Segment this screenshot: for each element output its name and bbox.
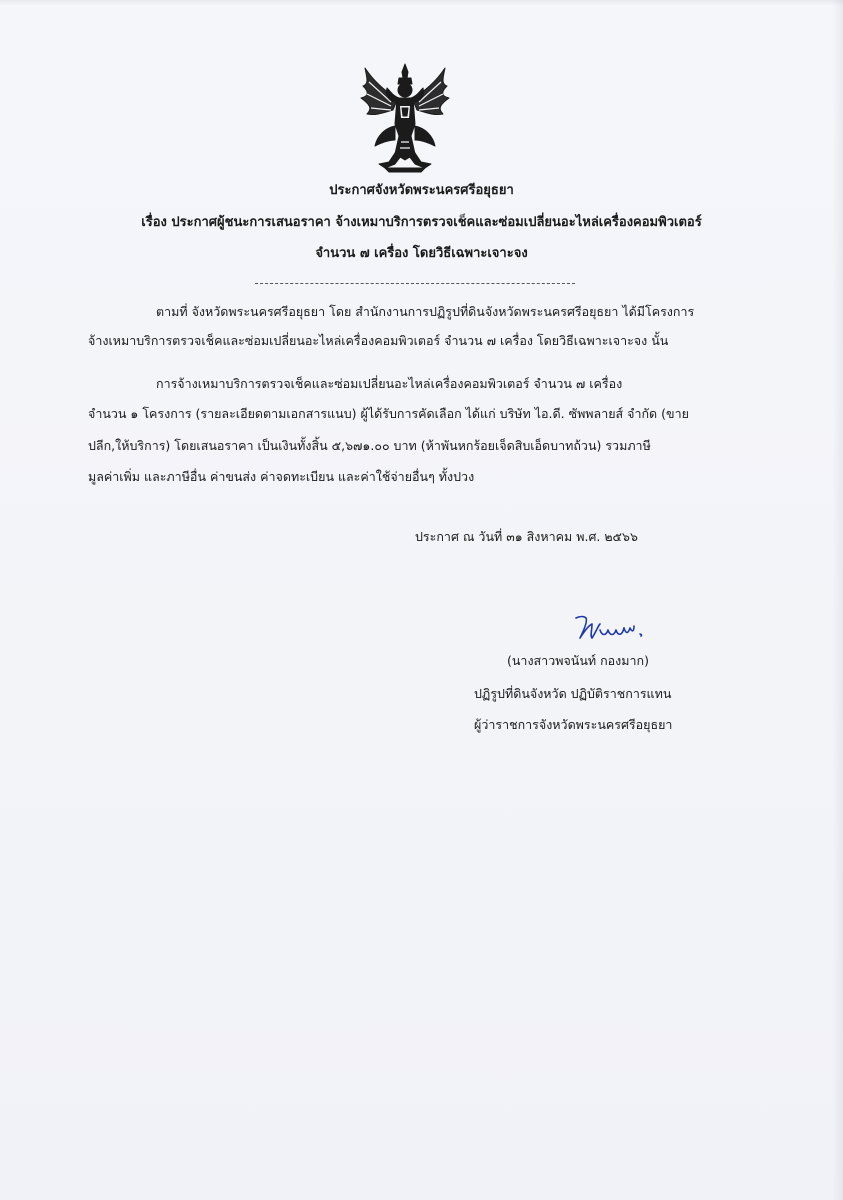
page-right-edge <box>833 0 843 1200</box>
announced-date: ประกาศ ณ วันที่ ๓๑ สิงหาคม พ.ศ. ๒๕๖๖ <box>415 529 638 544</box>
handwritten-signature <box>568 610 658 644</box>
subject-line: เรื่อง ประกาศผู้ชนะการเสนอราคา จ้างเหมาบริการตรวจเช็คและซ่อมเปลี่ยนอะไหล่เครื่องคอมพิวเตอร์ <box>141 215 702 230</box>
paragraph-2-line-1: การจ้างเหมาบริการตรวจเช็คและซ่อมเปลี่ยนอะไหล่เครื่องคอมพิวเตอร์ จำนวน ๗ เครื่อง <box>156 376 623 391</box>
title-divider <box>255 283 575 284</box>
paragraph-2-line-3: ปลีก,ให้บริการ) โดยเสนอราคา เป็นเงินทั้งสิ้น ๕,๖๗๑.๐๐ บาท (ห้าพันหกร้อยเจ็ดสิบเอ็ดบาทถ้วน) รวมภาษี <box>88 438 651 453</box>
signatory-name: (นางสาวพจนันท์ กองมาก) <box>507 653 649 668</box>
garuda-emblem-icon <box>355 62 455 174</box>
paragraph-1-line-2: จ้างเหมาบริการตรวจเช็คและซ่อมเปลี่ยนอะไหล่เครื่องคอมพิวเตอร์ จำนวน ๗ เครื่อง โดยวิธีเฉพาะเจาะจง นั้น <box>88 333 669 348</box>
document-title: ประกาศจังหวัดพระนครศรีอยุธยา <box>329 183 514 198</box>
paragraph-2-line-4: มูลค่าเพิ่ม และภาษีอื่น ค่าขนส่ง ค่าจดทะเบียน และค่าใช้จ่ายอื่นๆ ทั้งปวง <box>88 469 475 484</box>
signatory-position-continued: ผู้ว่าราชการจังหวัดพระนครศรีอยุธยา <box>474 717 673 732</box>
page-top-edge <box>0 0 843 6</box>
paragraph-2-line-2: จำนวน ๑ โครงการ (รายละเอียดตามเอกสารแนบ) ผู้ได้รับการคัดเลือก ได้แก่ บริษัท ไอ.ดี. ซัพพลายส์ จำกัด (ขาย <box>88 406 689 421</box>
signatory-position: ปฏิรูปที่ดินจังหวัด ปฏิบัติราชการแทน <box>474 686 672 701</box>
paragraph-1-line-1: ตามที่ จังหวัดพระนครศรีอยุธยา โดย สำนักงานการปฏิรูปที่ดินจังหวัดพระนครศรีอยุธยา ได้มีโครงการ <box>156 304 695 319</box>
subject-line-continued: จำนวน ๗ เครื่อง โดยวิธีเฉพาะเจาะจง <box>315 246 528 261</box>
